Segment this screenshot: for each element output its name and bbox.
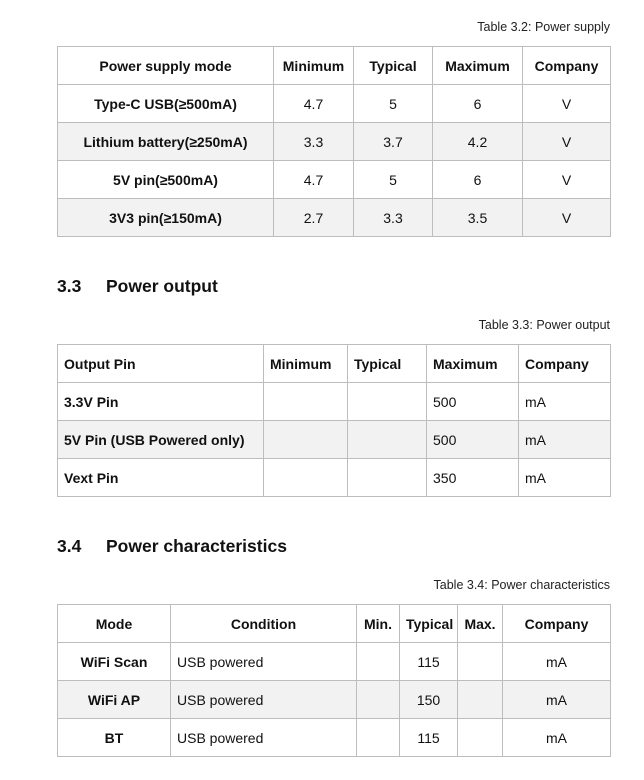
table-cell [348,383,427,421]
header-cell: Company [519,345,611,383]
table-row [58,383,611,421]
table-cell [264,421,348,459]
table-row [58,161,611,199]
table-cell: 150 [400,681,458,719]
header-cell: Minimum [264,345,348,383]
table-cell [264,459,348,497]
table-cell: mA [503,681,611,719]
table-cell: Lithium battery(≥250mA) [58,123,274,161]
table-cell: V [523,123,611,161]
table-3-2-caption: Table 3.2: Power supply [477,20,610,34]
table-cell: V [523,85,611,123]
power-characteristics-table [57,604,611,757]
table-cell: 6 [433,161,523,199]
table-row [58,85,611,123]
header-cell: Company [503,605,611,643]
table-cell: 3.3 [354,199,433,237]
header-cell: Mode [58,605,171,643]
table-header-row [58,345,611,383]
table-row [58,421,611,459]
header-cell: Maximum [433,47,523,85]
table-cell: 5 [354,161,433,199]
table-cell: V [523,161,611,199]
header-cell: Typical [400,605,458,643]
table-header-row [58,605,611,643]
table-cell: 3.3V Pin [58,383,264,421]
table-row [58,719,611,757]
table-row [58,123,611,161]
table-row [58,459,611,497]
table-cell: Type-C USB(≥500mA) [58,85,274,123]
table-cell [458,681,503,719]
table-cell: USB powered [171,719,357,757]
table-cell: 3V3 pin(≥150mA) [58,199,274,237]
header-cell: Maximum [427,345,519,383]
header-cell: Min. [357,605,400,643]
table-3-4-caption: Table 3.4: Power characteristics [433,578,610,592]
table-cell: WiFi AP [58,681,171,719]
power-output-table [57,344,611,497]
table-cell [458,643,503,681]
table-cell: mA [503,643,611,681]
header-cell: Power supply mode [58,47,274,85]
table-cell [348,459,427,497]
table-cell: 5 [354,85,433,123]
table-row [58,643,611,681]
table-cell: 115 [400,719,458,757]
section-title: Power characteristics [106,536,287,556]
table-cell: USB powered [171,643,357,681]
section-heading-3-4 [57,536,287,557]
header-cell: Max. [458,605,503,643]
table-row [58,681,611,719]
table-cell: mA [519,421,611,459]
table-cell: 5V pin(≥500mA) [58,161,274,199]
header-cell: Company [523,47,611,85]
section-title: Power output [106,276,218,296]
table-cell: 500 [427,421,519,459]
table-cell: WiFi Scan [58,643,171,681]
table-cell: 4.7 [274,161,354,199]
table-cell: 4.2 [433,123,523,161]
table-cell [264,383,348,421]
table-cell: BT [58,719,171,757]
table-cell: 500 [427,383,519,421]
table-cell: 2.7 [274,199,354,237]
table-cell [357,681,400,719]
table-cell: 3.7 [354,123,433,161]
table-cell: 3.3 [274,123,354,161]
table-cell [357,719,400,757]
table-row [58,199,611,237]
table-cell [458,719,503,757]
header-cell: Output Pin [58,345,264,383]
table-cell: 5V Pin (USB Powered only) [58,421,264,459]
table-header-row [58,47,611,85]
table-cell: 3.5 [433,199,523,237]
table-cell: V [523,199,611,237]
table-cell [357,643,400,681]
table-cell: 350 [427,459,519,497]
header-cell: Typical [354,47,433,85]
table-3-3-caption: Table 3.3: Power output [478,318,610,332]
table-cell: 6 [433,85,523,123]
table-cell [348,421,427,459]
table-cell: Vext Pin [58,459,264,497]
table-cell: USB powered [171,681,357,719]
section-heading-3-3 [57,276,218,297]
table-cell: 4.7 [274,85,354,123]
header-cell: Condition [171,605,357,643]
section-number: 3.3 [57,276,82,296]
table-cell: mA [519,383,611,421]
header-cell: Typical [348,345,427,383]
table-cell: 115 [400,643,458,681]
table-cell: mA [519,459,611,497]
section-number: 3.4 [57,536,82,556]
table-cell: mA [503,719,611,757]
power-supply-table [57,46,611,237]
header-cell: Minimum [274,47,354,85]
